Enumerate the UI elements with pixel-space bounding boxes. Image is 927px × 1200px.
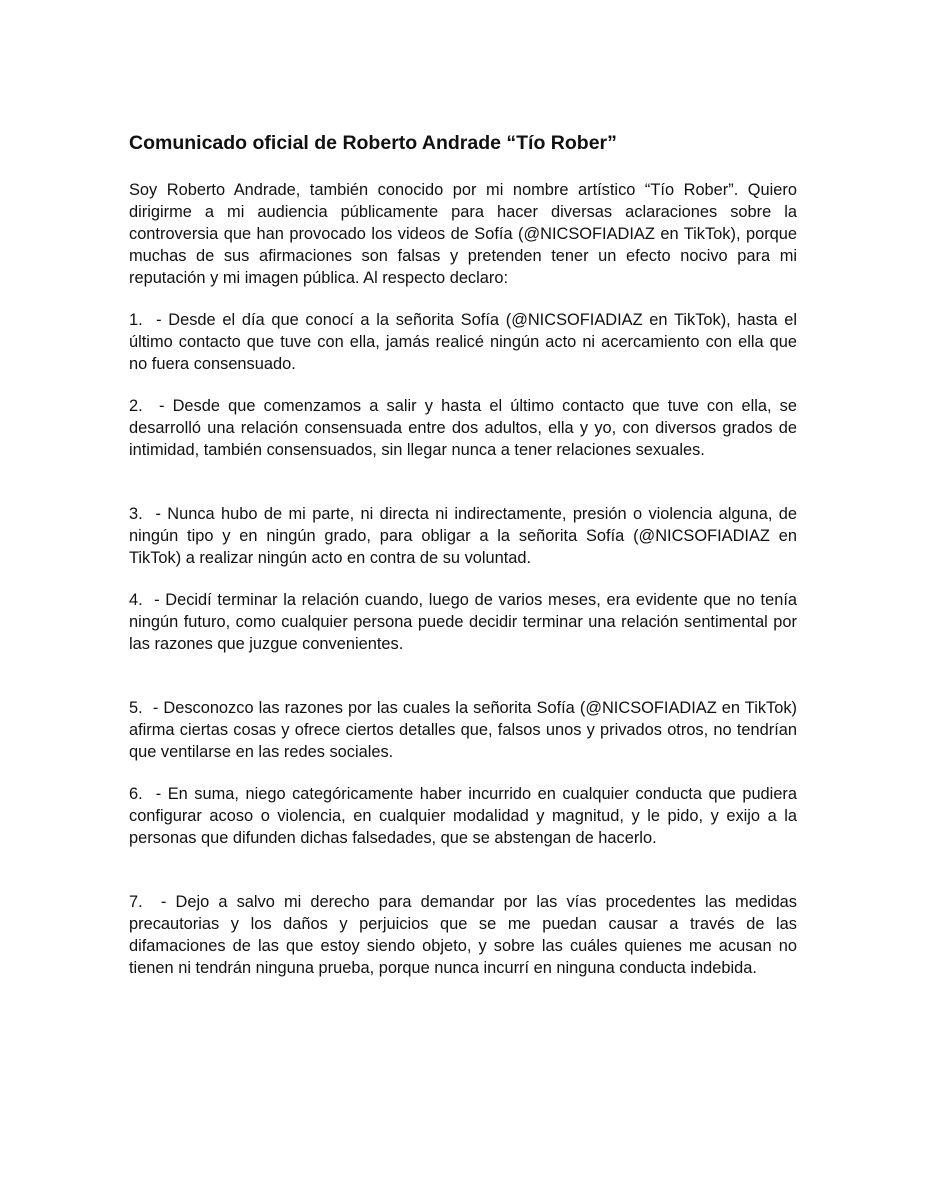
item-number: 3.: [129, 505, 143, 523]
item-number: 4.: [129, 591, 143, 609]
item-number: 2.: [129, 397, 143, 415]
document-body: [129, 131, 797, 979]
statement-item-5: [129, 697, 797, 763]
intro-paragraph: Soy Roberto Andrade, también conocido por mi nombre artístico “Tío Rober”. Quiero dirigirme a mi audiencia públicamente para hacer diversas aclaraciones sobre la controversia que han provocado los videos de Sofía (@NICSOFIADIAZ en TikTok), porque muchas de sus afirmaciones son falsas y pretenden tener un efecto nocivo para mi reputación y mi imagen pública. Al respecto declaro:: [129, 181, 797, 287]
item-number: 7.: [129, 893, 143, 911]
document-title: Comunicado oficial de Roberto Andrade “Tío Rober”: [129, 132, 617, 154]
statement-item-4: [129, 589, 797, 655]
item-text: - Desconozco las razones por las cuales la señorita Sofía (@NICSOFIADIAZ en TikTok) afirma ciertas cosas y ofrece ciertos detalles que, falsos unos y privados otros, no tendrían que ventilarse en las redes sociales.: [129, 699, 798, 761]
statement-item-7: [129, 891, 797, 979]
item-number: 5.: [129, 699, 143, 717]
item-text: - Decidí terminar la relación cuando, luego de varios meses, era evidente que no tenía ningún futuro, como cualquier persona puede decidir terminar una relación sentimental por las razones que juzgue convenientes.: [129, 591, 797, 653]
item-number: 6.: [129, 785, 143, 803]
item-number: 1.: [129, 311, 143, 329]
item-text: - Desde que comenzamos a salir y hasta el último contacto que tuve con ella, se desarrolló una relación consensuada entre dos adultos, ella y yo, con diversos grados de intimidad, también consensuados, sin llegar nunca a tener relaciones sexuales.: [129, 397, 797, 459]
statement-item-1: [129, 309, 797, 375]
item-text: - Dejo a salvo mi derecho para demandar por las vías procedentes las medidas precautorias y los daños y perjuicios que se me puedan causar a través de las difamaciones de las que estoy siendo objeto, y sobre las cuáles quienes me acusan no tienen ni tendrán ninguna prueba, porque nunca incurrí en ninguna conducta indebida.: [129, 893, 797, 977]
statement-item-6: [129, 783, 797, 849]
statement-item-2: [129, 395, 797, 461]
item-text: - Nunca hubo de mi parte, ni directa ni indirectamente, presión o violencia alguna, de ningún tipo y en ningún grado, para obligar a la señorita Sofía (@NICSOFIADIAZ en TikTok) a realizar ningún acto en contra de su voluntad.: [129, 505, 798, 567]
statement-item-3: [129, 503, 797, 569]
item-text: - En suma, niego categóricamente haber incurrido en cualquier conducta que pudiera configurar acoso o violencia, en cualquier modalidad y magnitud, y le pido, y exijo a la personas que difunden dichas falsedades, que se abstengan de hacerlo.: [129, 785, 798, 847]
item-text: - Desde el día que conocí a la señorita Sofía (@NICSOFIADIAZ en TikTok), hasta el último contacto que tuve con ella, jamás realicé ningún acto ni acercamiento con ella que no fuera consensuado.: [129, 311, 797, 373]
